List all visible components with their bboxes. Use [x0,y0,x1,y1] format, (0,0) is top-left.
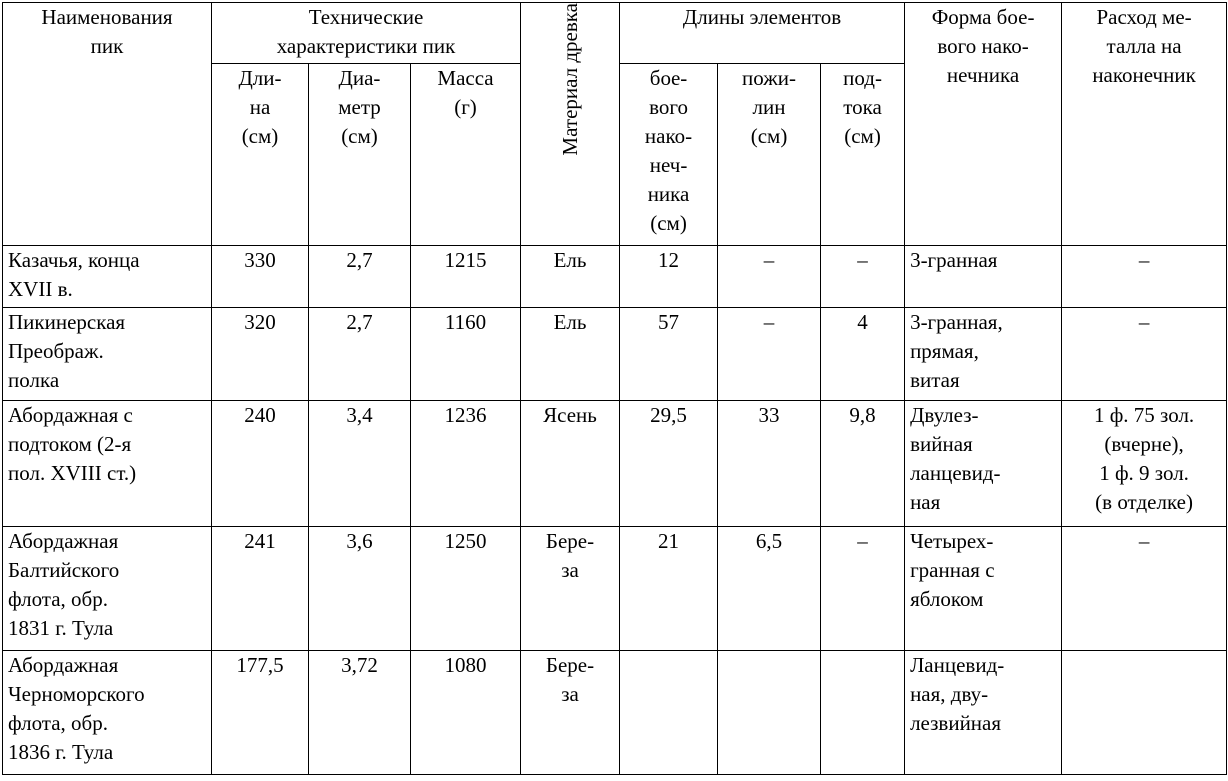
cell-form: Двулез- вийная ланцевид- ная [905,401,1062,527]
cell-material: Ясень [521,401,620,527]
cell-butt: 4 [821,308,905,401]
cell-butt: 9,8 [821,401,905,527]
header-butt-length: под- тока (см) [821,64,905,246]
cell-mass: 1236 [411,401,521,527]
cell-metal [1062,651,1227,775]
cell-metal: – [1062,527,1227,651]
cell-diameter: 3,4 [309,401,411,527]
cell-mass: 1160 [411,308,521,401]
cell-name: Казачья, конца XVII в. [3,246,212,308]
header-head-length: боe- вого нако- неч- ника (см) [620,64,718,246]
cell-length: 241 [212,527,309,651]
cell-diameter: 2,7 [309,246,411,308]
cell-diameter: 3,6 [309,527,411,651]
cell-diameter: 3,72 [309,651,411,775]
header-metal: Расход ме- талла на наконечник [1062,3,1227,246]
table-row [3,651,1227,775]
cell-name: Абордажная с подтоком (2-я пол. XVIII ст.) [3,401,212,527]
cell-metal: 1 ф. 75 зол. (вчерне), 1 ф. 9 зол. (в отделке) [1062,401,1227,527]
header-diameter: Диа- метр (см) [309,64,411,246]
cell-length: 240 [212,401,309,527]
cell-metal: – [1062,246,1227,308]
cell-name: Пикинерская Преображ. полка [3,308,212,401]
table-row [3,246,1227,308]
cell-mass: 1215 [411,246,521,308]
header-length: Дли- на (см) [212,64,309,246]
cell-material: Ель [521,246,620,308]
cell-straps: 33 [718,401,821,527]
cell-butt: – [821,246,905,308]
header-row-1 [3,3,1227,64]
cell-material: Бере- за [521,651,620,775]
cell-form: 3-гранная, прямая, витая [905,308,1062,401]
header-tech-group: Технические характеристики пик [212,3,521,64]
cell-head: 21 [620,527,718,651]
cell-form: Четырех- гранная с яблоком [905,527,1062,651]
cell-head [620,651,718,775]
pikes-table [2,2,1227,775]
header-mass: Масса (г) [411,64,521,246]
cell-metal: – [1062,308,1227,401]
cell-length: 320 [212,308,309,401]
cell-butt [821,651,905,775]
cell-diameter: 2,7 [309,308,411,401]
cell-butt: – [821,527,905,651]
cell-length: 330 [212,246,309,308]
cell-head: 29,5 [620,401,718,527]
cell-material: Бере- за [521,527,620,651]
cell-straps [718,651,821,775]
cell-head: 57 [620,308,718,401]
table-row [3,308,1227,401]
header-form: Форма бое- вого нако- нечника [905,3,1062,246]
table-row [3,527,1227,651]
cell-straps: – [718,308,821,401]
cell-form: Ланцевид- ная, дву- лезвийная [905,651,1062,775]
cell-material: Ель [521,308,620,401]
cell-head: 12 [620,246,718,308]
header-straps-length: пожи- лин (см) [718,64,821,246]
cell-straps: 6,5 [718,527,821,651]
cell-form: 3-гранная [905,246,1062,308]
header-material-label: Материал древка [557,3,582,156]
cell-length: 177,5 [212,651,309,775]
header-material [521,3,620,246]
cell-mass: 1080 [411,651,521,775]
cell-name: Абордажная Черноморского флота, обр. 1836 г. Тула [3,651,212,775]
cell-name: Абордажная Балтийского флота, обр. 1831 г. Тула [3,527,212,651]
table-row [3,401,1227,527]
cell-straps: – [718,246,821,308]
cell-mass: 1250 [411,527,521,651]
header-name: Наименования пик [3,3,212,246]
header-lengths-group: Длины элементов [620,3,905,64]
